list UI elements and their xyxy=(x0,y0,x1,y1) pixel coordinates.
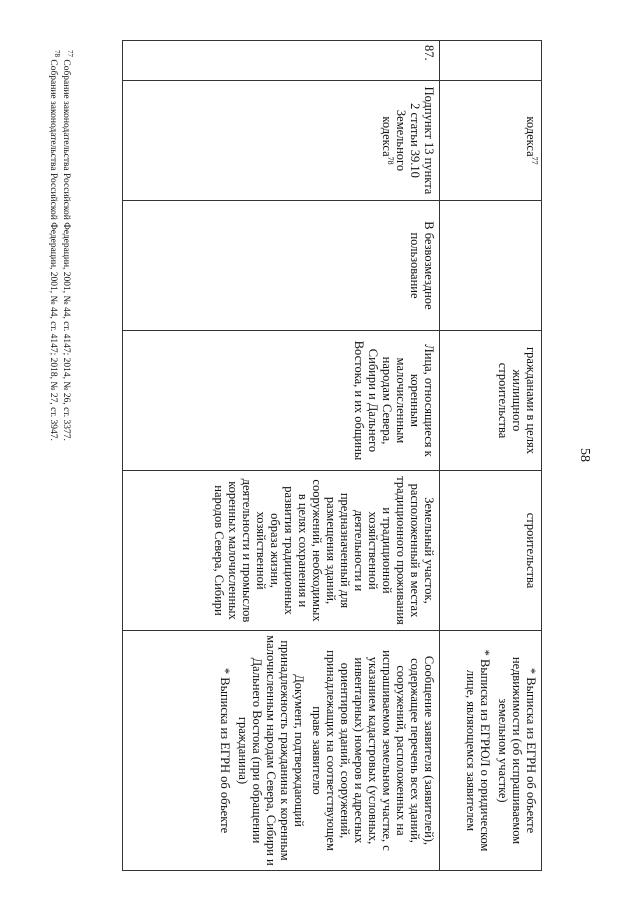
row-number-cell xyxy=(440,41,542,81)
subject-cell: гражданами в целях жилищного строительства xyxy=(440,331,542,471)
document-item: * Выписка из ЕГРН об объекте недвижимости (об испрашиваемом земельном участке) xyxy=(496,656,538,845)
document-item: Документ, подтверждающий принадлежность гражданина к коренным малочисленным народам Севера, Сибири и Дальнего Востока (при обращении гражданина) xyxy=(236,635,306,866)
object-cell: строительства xyxy=(440,471,542,631)
table-row xyxy=(123,41,440,871)
right-type-cell: В безвозмездное пользование xyxy=(123,201,440,331)
footnote-mark: 78 xyxy=(386,156,396,165)
document-item: Сообщение заявителя (заявителей), содержащее перечень всех зданий, сооружений, расположенных на испрашиваемом земельном участке, с указанием кадастровых (условных, инвентарных) номеров и адресных ориентиров зданий, сооружений, принадлежащих на соответствующем праве заявителю xyxy=(310,650,436,851)
document-item: * Выписка из ЕГРЮЛ о юридическом лице, являющемся заявителем xyxy=(464,649,492,852)
subject-cell: Лица, относящиеся к коренным малочисленным народам Севера, Сибири и Дальнего Востока, и их общины xyxy=(123,331,440,471)
document-item: * Выписка из ЕГРН об объекте xyxy=(218,667,232,834)
footnote xyxy=(46,50,62,870)
object-cell: Земельный участок, расположенный в местах традиционного проживания и традиционной хозяйственной деятельности и предназначенный для размещения зданий, сооружений, необходимых в целях сохранения и развития традиционных образа жизни, хозяйственной деятельности и промыслов коренных малочисленных народов Севера, Сибири xyxy=(123,471,440,631)
footnote-mark: 77 xyxy=(66,50,75,57)
legal-basis-text: Подпункт 13 пункта 2 статьи 39.10 Земельного кодекса xyxy=(380,86,436,195)
document-table xyxy=(122,40,542,871)
row-number-cell: 87. xyxy=(123,41,440,81)
footnote-mark: 77 xyxy=(530,156,540,165)
footnotes xyxy=(46,50,75,870)
documents-cell xyxy=(123,631,440,871)
footnote-text: Собрание законодательства Российской Федерации, 2001, № 44, ст. 4147; 2018, № 27, ст. 3947. xyxy=(48,57,58,441)
page-number: 58 xyxy=(577,448,592,462)
right-type-cell xyxy=(440,201,542,331)
documents-cell xyxy=(440,631,542,871)
legal-basis-cell xyxy=(123,81,440,201)
footnote-mark: 78 xyxy=(53,50,62,57)
legal-basis-cell xyxy=(440,81,542,201)
footnote xyxy=(59,50,75,870)
table-row xyxy=(440,41,542,871)
footnote-text: Собрание законодательства Российской Федерации, 2001, № 44, ст. 4147; 2014, № 26, ст. 3377. xyxy=(61,57,71,441)
legal-basis-text: кодекса xyxy=(524,116,538,157)
